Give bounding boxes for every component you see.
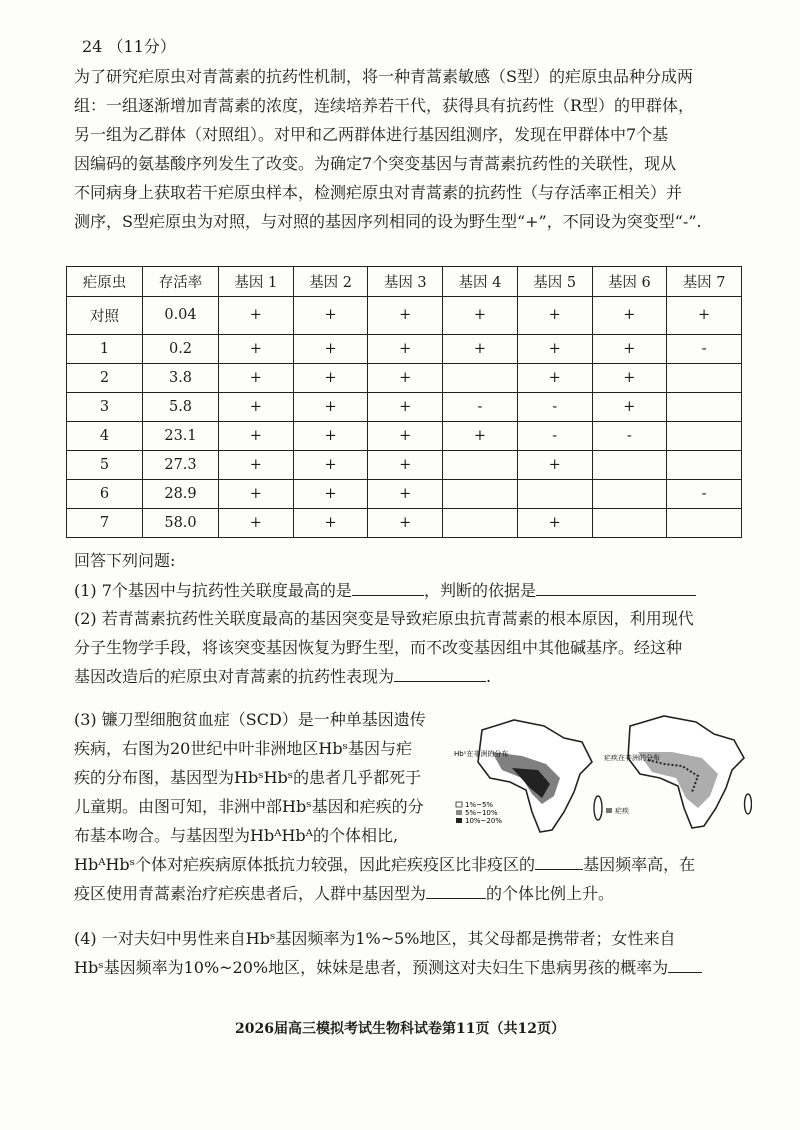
gene-status-cell: + — [368, 297, 443, 335]
table-row — [67, 479, 742, 508]
q1-blank-2[interactable] — [536, 579, 696, 596]
column-header: 疟原虫 — [67, 267, 143, 297]
q2-line-last: 基因改造后的疟原虫对青蒿素的抗药性表现为 . — [74, 667, 492, 686]
gene-status-cell: + — [592, 334, 667, 363]
q4-line — [74, 953, 734, 982]
africa-distribution-maps — [452, 712, 752, 840]
gene-status-cell — [667, 421, 742, 450]
column-header: 基因 6 — [592, 267, 667, 297]
gene-status-cell: + — [517, 450, 592, 479]
question-index: 24 — [82, 37, 103, 56]
q4-line-text: Hbˢ基因频率为10%~20%地区，妹妹是患者，预测这对夫妇生下患病男孩的概率为 — [74, 958, 669, 977]
row-label-cell: 2 — [67, 363, 143, 392]
gene-status-cell: + — [219, 334, 294, 363]
gene-table — [66, 266, 742, 538]
survival-rate-cell: 27.3 — [143, 450, 219, 479]
gene-status-cell: + — [443, 334, 518, 363]
intro-line: 组：一组逐渐增加青蒿素的浓度，连续培养若干代，获得具有抗药性（R型）的甲群体， — [74, 96, 695, 115]
gene-status-cell — [592, 508, 667, 537]
row-label-cell: 1 — [67, 334, 143, 363]
q3-blank-2[interactable] — [426, 882, 486, 899]
gene-status-cell: + — [667, 297, 742, 335]
survival-rate-cell: 28.9 — [143, 479, 219, 508]
legend-label: 疟疾 — [615, 807, 629, 815]
q3-line-text: HbᴬHbˢ个体对疟疾病原体抵抗力较强，因此疟疾疫区比非疫区的 — [74, 855, 536, 874]
gene-status-cell: + — [443, 297, 518, 335]
gene-status-cell: + — [293, 421, 368, 450]
gene-status-cell — [443, 450, 518, 479]
q3-line: 疾病，右图为20世纪中叶非洲地区Hbˢ基因与疟 — [74, 739, 412, 758]
table-header-row — [67, 267, 742, 297]
gene-status-cell: + — [592, 363, 667, 392]
table-row — [67, 392, 742, 421]
malaria-map-title: 疟疾在非洲的分布 — [604, 754, 660, 762]
gene-status-cell: + — [368, 392, 443, 421]
gene-status-cell: - — [517, 392, 592, 421]
q3-tail-b: 的个体比例上升。 — [486, 884, 615, 903]
gene-status-cell: + — [219, 297, 294, 335]
legend-swatch-malaria — [606, 808, 612, 813]
question-score: （11分） — [107, 37, 176, 56]
gene-status-cell: + — [219, 421, 294, 450]
legend-swatch-mid — [456, 810, 462, 815]
gene-status-cell: + — [293, 508, 368, 537]
q3-line — [74, 850, 734, 879]
gene-status-cell: + — [293, 297, 368, 335]
row-label-cell: 对照 — [67, 297, 143, 335]
gene-status-cell: + — [443, 421, 518, 450]
hbs-map-title: Hbˢ在非洲的分布 — [454, 750, 509, 758]
q3-line — [74, 879, 734, 908]
table-row — [67, 334, 742, 363]
row-label-cell: 7 — [67, 508, 143, 537]
intro-paragraph — [74, 62, 734, 236]
intro-line: 为了研究疟原虫对青蒿素的抗药性机制，将一种青蒿素敏感（S型）的疟原虫品种分成两 — [74, 67, 693, 86]
gene-status-cell: + — [368, 479, 443, 508]
legend-swatch-high — [456, 818, 462, 823]
legend-label: 5%~10% — [465, 809, 498, 817]
gene-status-cell: + — [517, 363, 592, 392]
gene-status-cell: + — [592, 297, 667, 335]
column-header: 基因 5 — [517, 267, 592, 297]
q1-blank-1[interactable] — [352, 579, 424, 596]
answer-prompt: 回答下列问题: — [74, 551, 176, 570]
q4-line: (4) 一对夫妇中男性来自Hbˢ基因频率为1%~5%地区，其父母都是携带者；女性来自 — [74, 929, 676, 948]
survival-rate-cell: 58.0 — [143, 508, 219, 537]
table-row — [67, 421, 742, 450]
intro-line: 不同病身上获取若干疟原虫样本，检测疟原虫对青蒿素的抗药性（与存活率正相关）并 — [74, 183, 683, 202]
column-header: 基因 4 — [443, 267, 518, 297]
q3-line: (3) 镰刀型细胞贫血症（SCD）是一种单基因遗传 — [74, 710, 426, 729]
q2-line-text: 基因改造后的疟原虫对青蒿素的抗药性表现为 — [74, 667, 395, 686]
table-row — [67, 297, 742, 335]
gene-status-cell: + — [293, 479, 368, 508]
gene-status-cell: + — [219, 450, 294, 479]
q4-paragraph — [74, 924, 734, 982]
madagascar-right — [745, 794, 752, 814]
gene-status-cell — [517, 479, 592, 508]
column-header: 基因 3 — [368, 267, 443, 297]
survival-rate-cell: 23.1 — [143, 421, 219, 450]
gene-status-cell: + — [293, 363, 368, 392]
row-label-cell: 4 — [67, 421, 143, 450]
survival-rate-cell: 0.04 — [143, 297, 219, 335]
table-row — [67, 508, 742, 537]
gene-status-cell: - — [592, 421, 667, 450]
table-row — [67, 450, 742, 479]
gene-status-cell: + — [368, 508, 443, 537]
gene-status-cell — [443, 479, 518, 508]
table-row — [67, 363, 742, 392]
malaria-map — [604, 716, 752, 828]
column-header: 存活率 — [143, 267, 219, 297]
hbs-map — [454, 720, 602, 832]
column-header: 基因 1 — [219, 267, 294, 297]
q2-line: (2) 若青蒿素抗药性关联度最高的基因突变是导致疟原虫抗青蒿素的根本原因，利用现代 — [74, 609, 694, 628]
gene-status-cell: + — [517, 297, 592, 335]
gene-status-cell: + — [368, 334, 443, 363]
gene-status-cell: + — [293, 450, 368, 479]
gene-status-cell — [592, 479, 667, 508]
q3-line: 疾的分布图，基因型为HbˢHbˢ的患者几乎都死于 — [74, 768, 422, 787]
row-label-cell: 5 — [67, 450, 143, 479]
row-label-cell: 3 — [67, 392, 143, 421]
legend-swatch-low — [456, 802, 462, 807]
gene-status-cell: + — [293, 392, 368, 421]
q1-part-a: (1) 7个基因中与抗药性关联度最高的是 — [74, 581, 352, 600]
q3-blank-1[interactable] — [535, 853, 583, 870]
gene-status-cell: - — [667, 479, 742, 508]
q4-blank[interactable] — [668, 956, 702, 973]
gene-status-cell — [667, 450, 742, 479]
gene-status-cell: + — [293, 334, 368, 363]
gene-status-cell: + — [368, 363, 443, 392]
intro-line: 因编码的氨基酸序列发生了改变。为确定7个突变基因与青蒿素抗药性的关联性，现从 — [74, 154, 677, 173]
q3-line: 儿童期。由图可知，非洲中部Hbˢ基因和疟疾的分 — [74, 797, 424, 816]
q2-blank[interactable] — [394, 665, 486, 682]
gene-status-cell — [667, 508, 742, 537]
gene-status-cell: - — [667, 334, 742, 363]
q3-line-text: 疫区使用青蒿素治疗疟疾患者后，人群中基因型为 — [74, 884, 427, 903]
gene-status-cell: + — [219, 363, 294, 392]
gene-status-cell — [667, 363, 742, 392]
gene-status-cell — [667, 392, 742, 421]
q2-paragraph — [74, 604, 734, 691]
gene-status-cell — [443, 508, 518, 537]
gene-status-cell: + — [517, 334, 592, 363]
q2-line: 分子生物学手段，将该突变基因恢复为野生型，而不改变基因组中其他碱基序。经这种 — [74, 638, 683, 657]
gene-status-cell: + — [219, 508, 294, 537]
gene-status-cell: + — [368, 421, 443, 450]
survival-rate-cell: 0.2 — [143, 334, 219, 363]
intro-line: 另一组为乙群体（对照组）。对甲和乙两群体进行基因组测序，发现在甲群体中7个基 — [74, 125, 669, 144]
column-header: 基因 7 — [667, 267, 742, 297]
gene-status-cell — [443, 363, 518, 392]
gene-status-cell: + — [219, 392, 294, 421]
gene-status-cell: + — [368, 450, 443, 479]
gene-status-cell — [592, 450, 667, 479]
q3-line: 布基本吻合。与基因型为HbᴬHbᴬ的个体相比, — [74, 826, 399, 845]
column-header: 基因 2 — [293, 267, 368, 297]
gene-status-cell: + — [592, 392, 667, 421]
legend-label: 10%~20% — [465, 817, 502, 825]
survival-rate-cell: 5.8 — [143, 392, 219, 421]
madagascar-left — [594, 796, 602, 820]
page-footer: 2026届高三模拟考试生物科试卷第11页（共12页） — [235, 1021, 565, 1037]
row-label-cell: 6 — [67, 479, 143, 508]
gene-status-cell: - — [517, 421, 592, 450]
question-number — [82, 34, 176, 57]
q3-tail-a: 基因频率高，在 — [583, 855, 696, 874]
q1-part-b: ，判断的依据是 — [423, 581, 536, 600]
intro-line: 测序，S型疟原虫为对照，与对照的基因序列相同的设为野生型“+”，不同设为突变型“-”. — [74, 212, 702, 231]
survival-rate-cell: 3.8 — [143, 363, 219, 392]
gene-status-cell: + — [219, 479, 294, 508]
legend-label: 1%~5% — [465, 801, 494, 809]
q1-text — [74, 578, 696, 601]
gene-status-cell: - — [443, 392, 518, 421]
gene-status-cell: + — [517, 508, 592, 537]
